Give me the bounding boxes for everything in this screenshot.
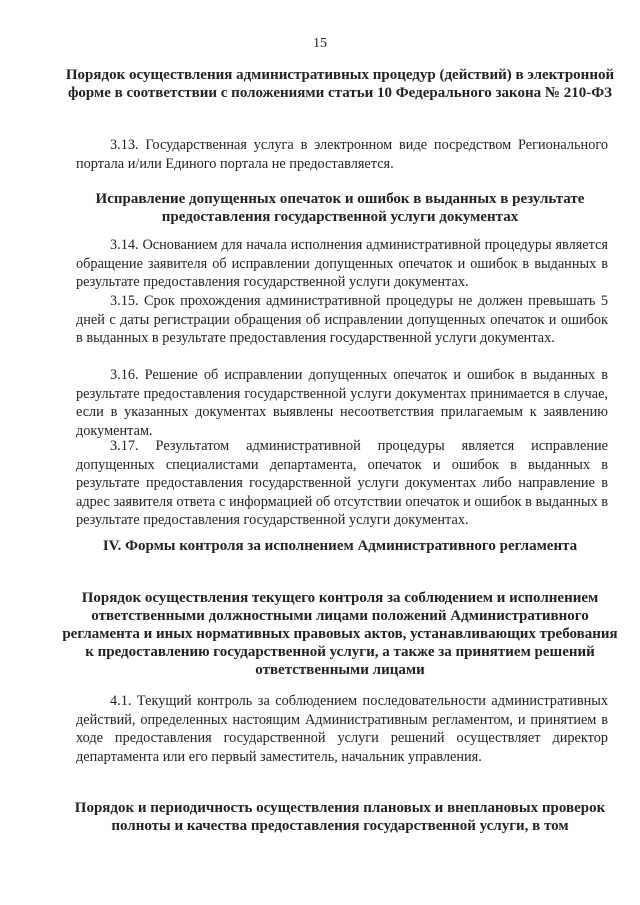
- inspections-heading: Порядок и периодичность осуществления плановых и внеплановых проверок полноты и качества предоставления государственной услуги, в том: [74, 800, 606, 834]
- paragraph-4-1: 4.1. Текущий контроль за соблюдением последовательности административных действий, определенных настоящим Административным регламентом, и принятием в ходе предоставления государственной услуги решений осуществляет директор департамента или его первый заместитель, начальник управления.: [76, 693, 608, 765]
- corrections-heading: Исправление допущенных опечаток и ошибок в выданных в результате предоставления государственной услуги документах: [95, 191, 585, 225]
- page-number: 15: [313, 36, 327, 51]
- paragraph-3-16: 3.16. Решение об исправлении допущенных опечаток и ошибок в выданных в результате предоставления государственной услуги документах принимается в случае, если в указанных документах выявлены несоответствия прилагаемым к заявлению документам.: [76, 367, 608, 439]
- paragraph-3-14: 3.14. Основанием для начала исполнения административной процедуры является обращение заявителя об исправлении допущенных опечаток и ошибок в выданных в результате предоставления государственной услуги документах.: [76, 237, 608, 291]
- electronic-procedures-heading: Порядок осуществления административных процедур (действий) в электронной форме в соответствии с положениями статьи 10 Федерального закона № 210-ФЗ: [65, 67, 615, 101]
- section-4-heading: IV. Формы контроля за исполнением Административного регламента: [102, 538, 578, 554]
- paragraph-3-15: 3.15. Срок прохождения административной процедуры не должен превышать 5 дней с даты регистрации обращения об исправлении допущенных опечаток и ошибок в выданных в результате предоставления государственной услуги документах.: [76, 293, 608, 347]
- current-control-heading: Порядок осуществления текущего контроля за соблюдением и исполнением ответственными должностными лицами положений Административного регламента и иных нормативных правовых актов, устанавливающих требования к предоставлению государственной услуги, а также за принятием решений ответственными лицами: [62, 590, 618, 678]
- paragraph-3-13: 3.13. Государственная услуга в электронном виде посредством Регионального портала и/или Единого портала не предоставляется.: [76, 137, 608, 172]
- paragraph-3-17: 3.17. Результатом административной процедуры является исправление допущенных специалистами департамента, опечаток и ошибок в выданных в результате предоставления государственной услуги документах либо направление в адрес заявителя ответа с информацией об отсутствии опечаток и ошибок в выданных в результате предоставления государственной услуги документах.: [76, 438, 608, 529]
